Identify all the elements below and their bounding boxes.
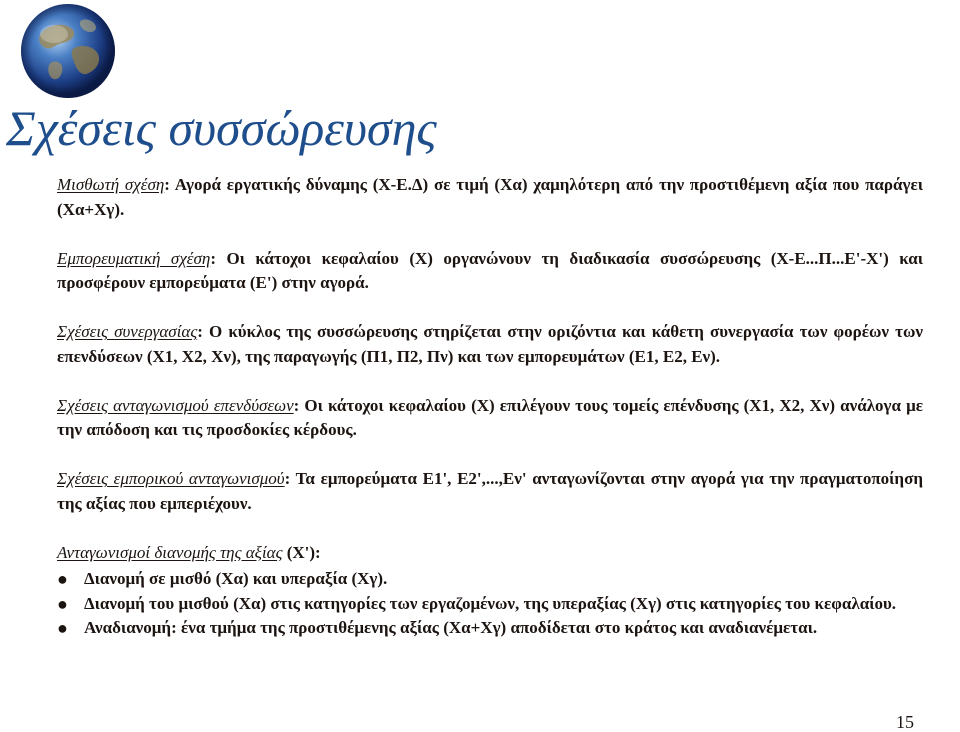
list-item: [57, 567, 923, 592]
paragraph-trade-competition: [57, 467, 923, 516]
text-distribution-competition: (Χ'):: [282, 542, 321, 562]
bullet-dot-icon: ●: [57, 569, 68, 589]
list-item: [57, 616, 923, 641]
text-investment-competition: : Οι κάτοχοι κεφαλαίου (Χ) επιλέγουν τους τομείς επένδυσης (Χ1, Χ2, Χν) ανάλογα με την απόδοση και τις προσδοκίες κέρδους.: [57, 395, 923, 439]
distribution-bullet-list: [57, 567, 923, 641]
bullet-dot-icon: ●: [57, 618, 68, 638]
text-wage-relation: : Αγορά εργατικής δύναμης (Χ-Ε.Δ) σε τιμή (Χα) χαμηλότερη από την προστιθέμενη αξία που παράγει (Χα+Χγ).: [57, 175, 923, 219]
globe-icon: [12, 2, 128, 100]
term-investment-competition: Σχέσεις ανταγωνισμού επενδύσεων: [57, 395, 294, 415]
bullet-text: Διανομή του μισθού (Χα) στις κατηγορίες των εργαζομένων, της υπεραξίας (Χγ) στις κατηγορίες του κεφαλαίου.: [84, 593, 897, 613]
slide-title: Σχέσεις συσσώρευσης: [6, 100, 437, 156]
text-cooperation-relations: : Ο κύκλος της συσσώρευσης στηρίζεται στην οριζόντια και κάθετη συνεργασία των φορέων των επενδύσεων (Χ1, Χ2, Χν), της παραγωγής (Π1, Π2, Πν) και των εμπορευμάτων (Ε1, Ε2, Εν).: [57, 322, 923, 366]
paragraph-distribution-competition: [57, 541, 923, 566]
term-trade-competition: Σχέσεις εμπορικού ανταγωνισμού: [57, 469, 285, 488]
bullet-dot-icon: ●: [57, 593, 68, 614]
term-distribution-competition: Ανταγωνισμοί διανομής της αξίας: [57, 542, 283, 562]
paragraph-commodity-relation: [57, 247, 923, 296]
text-commodity-relation: : Οι κάτοχοι κεφαλαίου (Χ) οργανώνουν τη διαδικασία συσσώρευσης (Χ-Ε...Π...Ε'-Χ') και προσφέρουν εμπορεύματα (Ε') στην αγορά.: [57, 248, 923, 292]
bullet-text: Αναδιανομή: ένα τμήμα της προστιθέμενης αξίας (Χα+Χγ) αποδίδεται στο κράτος και αναδιανέμεται.: [84, 618, 818, 637]
term-cooperation-relations: Σχέσεις συνεργασίας: [57, 322, 198, 341]
paragraph-wage-relation: [57, 173, 923, 222]
term-wage-relation: Μισθωτή σχέση: [57, 175, 165, 194]
list-item: [57, 592, 923, 617]
paragraph-cooperation-relations: [57, 320, 923, 369]
slide-content: [57, 173, 923, 641]
term-commodity-relation: Εμπορευματική σχέση: [57, 248, 211, 268]
paragraph-investment-competition: [57, 394, 923, 443]
page-number: 15: [896, 712, 914, 732]
text-trade-competition: : Τα εμπορεύματα Ε1', Ε2',...,Εν' ανταγωνίζονται στην αγορά για την πραγματοποίηση της αξίας που εμπεριέχουν.: [57, 469, 923, 513]
bullet-text: Διανομή σε μισθό (Χα) και υπεραξία (Χγ).: [84, 569, 388, 588]
